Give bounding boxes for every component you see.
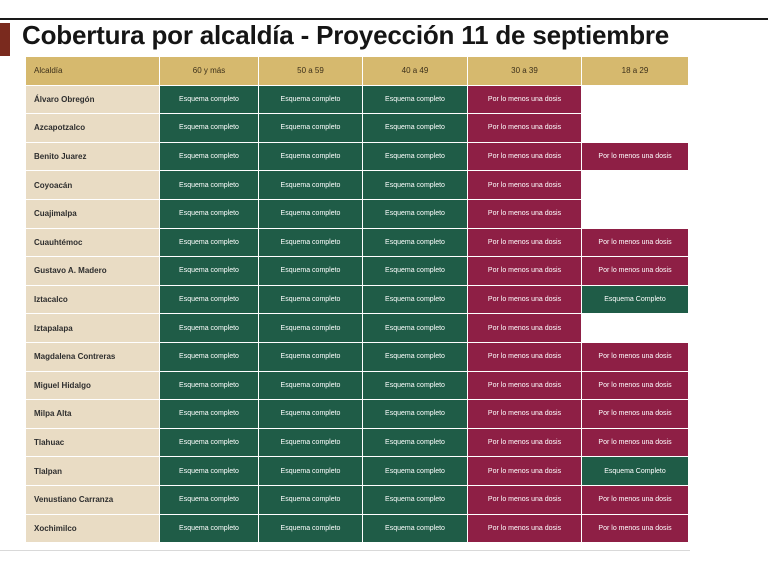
table-row <box>26 143 689 172</box>
status-cell: Esquema completo <box>363 457 468 486</box>
status-cell: Esquema completo <box>160 114 259 143</box>
status-cell: Esquema completo <box>363 200 468 229</box>
status-cell: Esquema completo <box>160 486 259 515</box>
header-18-a-29: 18 a 29 <box>582 57 689 86</box>
status-cell: Esquema completo <box>363 343 468 372</box>
status-cell: Por lo menos una dosis <box>582 143 689 172</box>
alcaldia-name: Cuajimalpa <box>26 200 160 229</box>
status-cell: Esquema completo <box>259 372 363 401</box>
status-cell: Por lo menos una dosis <box>468 229 582 258</box>
header-50-a-59: 50 a 59 <box>259 57 363 86</box>
status-cell: Esquema completo <box>259 515 363 544</box>
status-cell: Esquema completo <box>363 143 468 172</box>
status-cell: Esquema completo <box>160 143 259 172</box>
status-cell: Por lo menos una dosis <box>468 400 582 429</box>
status-cell: Por lo menos una dosis <box>468 143 582 172</box>
alcaldia-name: Tlalpan <box>26 457 160 486</box>
coverage-table <box>26 57 689 543</box>
alcaldia-name: Miguel Hidalgo <box>26 372 160 401</box>
status-cell: Esquema completo <box>160 372 259 401</box>
status-cell: Por lo menos una dosis <box>468 372 582 401</box>
status-cell: Esquema completo <box>259 143 363 172</box>
status-cell: Por lo menos una dosis <box>582 486 689 515</box>
status-cell: Esquema completo <box>259 286 363 315</box>
status-cell: Por lo menos una dosis <box>468 429 582 458</box>
table-row <box>26 372 689 401</box>
status-cell: Esquema completo <box>363 400 468 429</box>
status-cell: Esquema completo <box>160 343 259 372</box>
status-cell: Por lo menos una dosis <box>468 200 582 229</box>
alcaldia-name: Cuauhtémoc <box>26 229 160 258</box>
alcaldia-name: Benito Juarez <box>26 143 160 172</box>
title-accent-bar <box>0 23 10 56</box>
status-cell: Esquema completo <box>160 257 259 286</box>
table-row <box>26 286 689 315</box>
table-row <box>26 114 689 143</box>
status-cell: Esquema Completo <box>582 286 689 315</box>
empty-cell <box>582 314 689 343</box>
status-cell: Esquema completo <box>160 86 259 115</box>
status-cell: Esquema completo <box>363 114 468 143</box>
empty-cell <box>582 86 689 115</box>
status-cell: Esquema completo <box>160 515 259 544</box>
status-cell: Por lo menos una dosis <box>582 400 689 429</box>
alcaldia-name: Venustiano Carranza <box>26 486 160 515</box>
status-cell: Esquema completo <box>259 86 363 115</box>
status-cell: Esquema completo <box>363 257 468 286</box>
status-cell: Por lo menos una dosis <box>582 343 689 372</box>
status-cell: Esquema completo <box>363 314 468 343</box>
status-cell: Por lo menos una dosis <box>468 343 582 372</box>
status-cell: Esquema completo <box>160 400 259 429</box>
status-cell: Por lo menos una dosis <box>468 314 582 343</box>
table-row <box>26 171 689 200</box>
status-cell: Esquema completo <box>259 314 363 343</box>
status-cell: Por lo menos una dosis <box>582 257 689 286</box>
status-cell: Esquema completo <box>259 114 363 143</box>
status-cell: Esquema completo <box>259 457 363 486</box>
status-cell: Por lo menos una dosis <box>468 86 582 115</box>
alcaldia-name: Tlahuac <box>26 429 160 458</box>
table-row <box>26 343 689 372</box>
status-cell: Esquema completo <box>363 486 468 515</box>
status-cell: Esquema Completo <box>582 457 689 486</box>
page-title: Cobertura por alcaldía - Proyección 11 de septiembre <box>22 20 670 50</box>
table-row <box>26 515 689 544</box>
table-row <box>26 257 689 286</box>
status-cell: Esquema completo <box>259 343 363 372</box>
table-header-row <box>26 57 689 86</box>
status-cell: Por lo menos una dosis <box>582 372 689 401</box>
status-cell: Esquema completo <box>363 429 468 458</box>
table-row <box>26 486 689 515</box>
status-cell: Por lo menos una dosis <box>582 429 689 458</box>
status-cell: Por lo menos una dosis <box>468 515 582 544</box>
status-cell: Por lo menos una dosis <box>468 257 582 286</box>
table-row <box>26 200 689 229</box>
table-row <box>26 429 689 458</box>
header-60-y-mas: 60 y más <box>160 57 259 86</box>
table-row <box>26 86 689 115</box>
status-cell: Esquema completo <box>259 400 363 429</box>
header-alcaldia: Alcaldía <box>26 57 160 86</box>
alcaldia-name: Coyoacán <box>26 171 160 200</box>
status-cell: Por lo menos una dosis <box>468 114 582 143</box>
status-cell: Esquema completo <box>363 286 468 315</box>
header-30-a-39: 30 a 39 <box>468 57 582 86</box>
status-cell: Por lo menos una dosis <box>468 171 582 200</box>
status-cell: Esquema completo <box>259 200 363 229</box>
status-cell: Esquema completo <box>363 229 468 258</box>
status-cell: Esquema completo <box>259 486 363 515</box>
alcaldia-name: Iztapalapa <box>26 314 160 343</box>
alcaldia-name: Azcapotzalco <box>26 114 160 143</box>
status-cell: Esquema completo <box>363 372 468 401</box>
status-cell: Esquema completo <box>259 429 363 458</box>
status-cell: Esquema completo <box>259 257 363 286</box>
alcaldia-name: Iztacalco <box>26 286 160 315</box>
status-cell: Esquema completo <box>160 314 259 343</box>
status-cell: Esquema completo <box>160 429 259 458</box>
empty-cell <box>582 114 689 143</box>
table-row <box>26 457 689 486</box>
status-cell: Por lo menos una dosis <box>582 515 689 544</box>
table-row <box>26 400 689 429</box>
table-row <box>26 314 689 343</box>
empty-cell <box>582 171 689 200</box>
status-cell: Por lo menos una dosis <box>468 457 582 486</box>
alcaldia-name: Gustavo A. Madero <box>26 257 160 286</box>
status-cell: Esquema completo <box>160 286 259 315</box>
status-cell: Por lo menos una dosis <box>582 229 689 258</box>
status-cell: Esquema completo <box>259 171 363 200</box>
status-cell: Esquema completo <box>160 457 259 486</box>
alcaldia-name: Álvaro Obregón <box>26 86 160 115</box>
status-cell: Esquema completo <box>363 86 468 115</box>
alcaldia-name: Magdalena Contreras <box>26 343 160 372</box>
table-row <box>26 229 689 258</box>
status-cell: Por lo menos una dosis <box>468 286 582 315</box>
status-cell: Esquema completo <box>363 515 468 544</box>
status-cell: Esquema completo <box>160 200 259 229</box>
status-cell: Esquema completo <box>259 229 363 258</box>
status-cell: Por lo menos una dosis <box>468 486 582 515</box>
status-cell: Esquema completo <box>160 229 259 258</box>
bottom-divider <box>0 550 690 551</box>
status-cell: Esquema completo <box>363 171 468 200</box>
table-body <box>26 86 689 544</box>
status-cell: Esquema completo <box>160 171 259 200</box>
header-40-a-49: 40 a 49 <box>363 57 468 86</box>
alcaldia-name: Xochimilco <box>26 515 160 544</box>
empty-cell <box>582 200 689 229</box>
alcaldia-name: Milpa Alta <box>26 400 160 429</box>
